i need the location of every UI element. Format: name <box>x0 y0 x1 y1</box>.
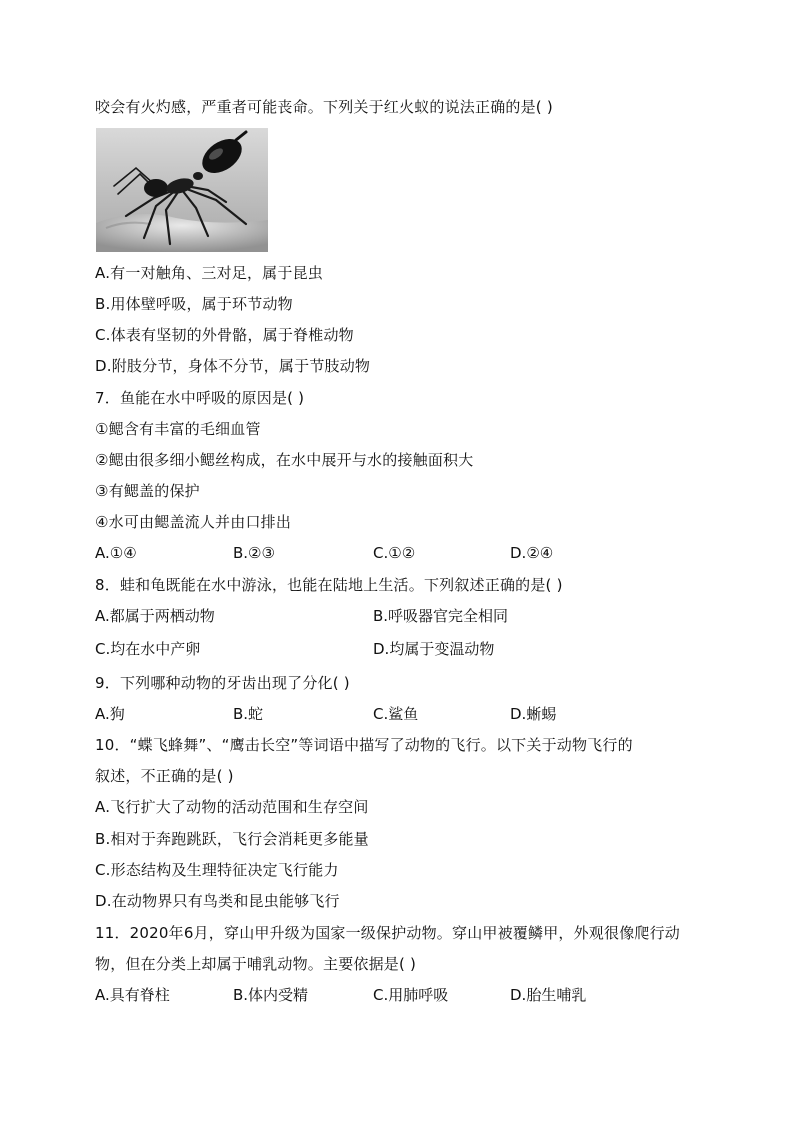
q6-stem: 咬会有火灼感，严重者可能丧命。下列关于红火蚁的说法正确的是( ) <box>95 98 553 116</box>
q9-option-a: A.狗 <box>95 705 125 723</box>
q7-statement-2: ②鳃由很多细小鳃丝构成，在水中展开与水的接触面积大 <box>95 451 474 469</box>
q11-option-c: C.用肺呼吸 <box>373 986 449 1004</box>
q10-option-a: A.飞行扩大了动物的活动范围和生存空间 <box>95 798 369 816</box>
q11-option-b: B.体内受精 <box>233 986 309 1004</box>
q10-option-c: C.形态结构及生理特征决定飞行能力 <box>95 861 339 879</box>
q7-option-c: C.①② <box>373 544 416 562</box>
q6-option-b: B.用体壁呼吸，属于环节动物 <box>95 295 293 313</box>
q9-option-c: C.鲨鱼 <box>373 705 419 723</box>
q6-option-a: A.有一对触角、三对足，属于昆虫 <box>95 264 323 282</box>
q8-option-c: C.均在水中产卵 <box>95 640 201 658</box>
q8-option-a: A.都属于两栖动物 <box>95 607 215 625</box>
q10-option-d: D.在动物界只有鸟类和昆虫能够飞行 <box>95 892 340 910</box>
q8-option-d: D.均属于变温动物 <box>373 640 495 658</box>
q7-option-b: B.②③ <box>233 544 275 562</box>
q7-stem: 7．鱼能在水中呼吸的原因是( ) <box>95 389 305 407</box>
q7-statement-3: ③有鳃盖的保护 <box>95 482 200 500</box>
q7-option-d: D.②④ <box>510 544 554 562</box>
q8-stem: 8．蛙和龟既能在水中游泳，也能在陆地上生活。下列叙述正确的是( ) <box>95 576 563 594</box>
q10-stem-line2: 叙述，不正确的是( ) <box>95 767 234 785</box>
q7-statement-1: ①鳃含有丰富的毛细血管 <box>95 420 261 438</box>
q10-stem-line1: 10．“蝶飞蜂舞”、“鹰击长空”等词语中描写了动物的飞行。以下关于动物飞行的 <box>95 736 633 754</box>
ant-illustration <box>96 128 268 252</box>
q8-option-b: B.呼吸器官完全相同 <box>373 607 509 625</box>
q9-option-b: B.蛇 <box>233 705 264 723</box>
q9-stem: 9．下列哪种动物的牙齿出现了分化( ) <box>95 674 350 692</box>
q11-option-d: D.胎生哺乳 <box>510 986 587 1004</box>
ant-photo <box>96 128 268 252</box>
q7-option-a: A.①④ <box>95 544 137 562</box>
q6-option-c: C.体表有坚韧的外骨骼，属于脊椎动物 <box>95 326 354 344</box>
q6-option-d: D.附肢分节，身体不分节，属于节肢动物 <box>95 357 371 375</box>
q11-option-a: A.具有脊柱 <box>95 986 170 1004</box>
q11-stem-line1: 11．2020年6月，穿山甲升级为国家一级保护动物。穿山甲被覆鳞甲，外观很像爬行动 <box>95 924 681 942</box>
q10-option-b: B.相对于奔跑跳跃，飞行会消耗更多能量 <box>95 830 369 848</box>
q9-option-d: D.蜥蜴 <box>510 705 557 723</box>
q7-statement-4: ④水可由鳃盖流人并由口排出 <box>95 513 292 531</box>
q11-stem-line2: 物，但在分类上却属于哺乳动物。主要依据是( ) <box>95 955 417 973</box>
